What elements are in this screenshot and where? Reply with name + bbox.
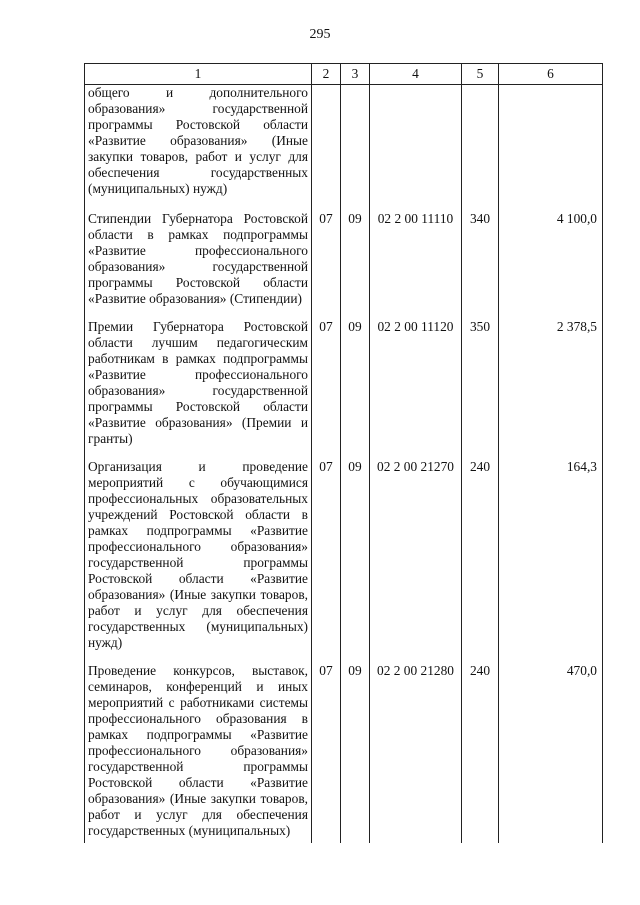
- row-name: общего и дополнительного образования» государственной программы Ростовской области «Развитие образования» (Иные закупки товаров, работ и услуг для обеспечения государственных (муниципальных) нужд): [85, 85, 312, 204]
- header-col-2: 2: [312, 64, 341, 85]
- row-section: 07: [312, 203, 341, 311]
- row-amount: 470,0: [499, 655, 603, 843]
- row-amount: [499, 85, 603, 204]
- row-amount: 4 100,0: [499, 203, 603, 311]
- row-subsection: 09: [341, 655, 370, 843]
- row-subsection: 09: [341, 311, 370, 451]
- table-row: [85, 203, 603, 311]
- row-amount: 2 378,5: [499, 311, 603, 451]
- header-col-3: 3: [341, 64, 370, 85]
- row-target-code: 02 2 00 11120: [370, 311, 462, 451]
- table-row: [85, 311, 603, 451]
- row-target-code: [370, 85, 462, 204]
- row-name: Премии Губернатора Ростовской области лучшим педагогическим работникам в рамках подпрограммы «Развитие профессионального образования» государственной программы Ростовской области «Развитие образования» (Премии и гранты): [85, 311, 312, 451]
- row-section: 07: [312, 655, 341, 843]
- table-header: [85, 64, 603, 85]
- header-col-1: 1: [85, 64, 312, 85]
- row-section: 07: [312, 451, 341, 655]
- page-number: 295: [309, 27, 331, 42]
- table-row: [85, 451, 603, 655]
- row-subsection: 09: [341, 451, 370, 655]
- row-name: Организация и проведение мероприятий с обучающимися профессиональных образовательных учреждений Ростовской области в рамках подпрограммы «Развитие профессионального образования» государственной программы Ростовской области «Развитие образования» (Иные закупки товаров, работ и услуг для обеспечения государственных (муниципальных) нужд): [85, 451, 312, 655]
- row-section: 07: [312, 311, 341, 451]
- row-name: Стипендии Губернатора Ростовской области в рамках подпрограммы «Развитие профессионального образования» государственной программы Ростовской области «Развитие образования» (Стипендии): [85, 203, 312, 311]
- row-target-code: 02 2 00 11110: [370, 203, 462, 311]
- row-target-code: 02 2 00 21280: [370, 655, 462, 843]
- table-row: [85, 85, 603, 204]
- header-col-4: 4: [370, 64, 462, 85]
- row-expense-type: [462, 85, 499, 204]
- table-body: [85, 85, 603, 844]
- row-expense-type: 350: [462, 311, 499, 451]
- row-expense-type: 240: [462, 655, 499, 843]
- header-row: [85, 64, 603, 85]
- budget-table: [84, 63, 603, 843]
- header-col-6: 6: [499, 64, 603, 85]
- header-col-5: 5: [462, 64, 499, 85]
- row-name: Проведение конкурсов, выставок, семинаров, конференций и иных мероприятий с работниками системы профессионального образования в рамках подпрограммы «Развитие профессионального образования» государственной программы Ростовской области «Развитие образования» (Иные закупки товаров, работ и услуг для обеспечения государственных (муниципальных): [85, 655, 312, 843]
- row-expense-type: 240: [462, 451, 499, 655]
- row-target-code: 02 2 00 21270: [370, 451, 462, 655]
- row-expense-type: 340: [462, 203, 499, 311]
- row-section: [312, 85, 341, 204]
- table-row: [85, 655, 603, 843]
- row-amount: 164,3: [499, 451, 603, 655]
- row-subsection: 09: [341, 203, 370, 311]
- row-subsection: [341, 85, 370, 204]
